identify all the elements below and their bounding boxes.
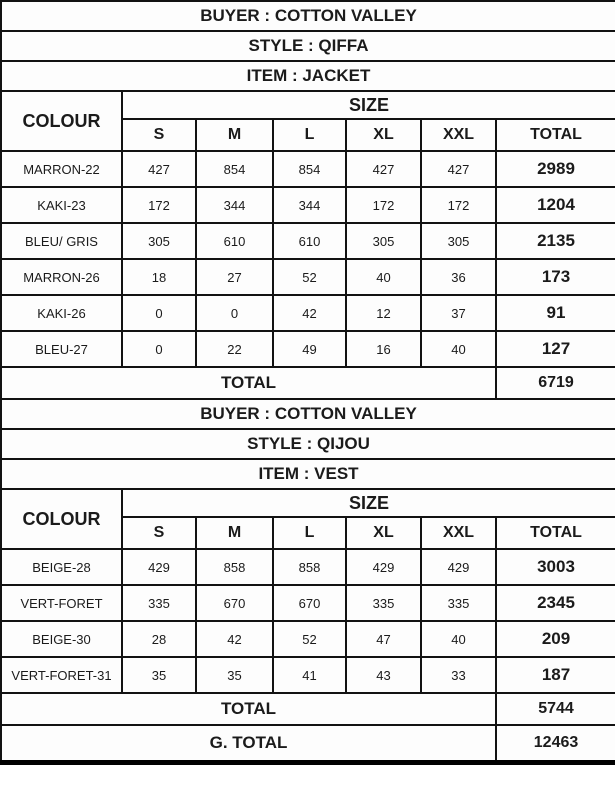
colour-cell: BEIGE-28 xyxy=(1,549,122,585)
colour-cell: BLEU-27 xyxy=(1,331,122,367)
qty-cell-xl: 43 xyxy=(346,657,421,693)
section-total-label: TOTAL xyxy=(1,367,496,399)
item-banner-row xyxy=(1,61,615,91)
qty-cell-xl: 16 xyxy=(346,331,421,367)
qty-cell-xxl: 33 xyxy=(421,657,496,693)
row-total-cell: 209 xyxy=(496,621,615,657)
qty-cell-l: 42 xyxy=(273,295,346,331)
total-col-header: TOTAL xyxy=(496,517,615,549)
colour-cell: MARRON-22 xyxy=(1,151,122,187)
qty-cell-xl: 12 xyxy=(346,295,421,331)
qty-cell-xl: 335 xyxy=(346,585,421,621)
qty-cell-s: 35 xyxy=(122,657,196,693)
qty-cell-l: 858 xyxy=(273,549,346,585)
qty-cell-xxl: 305 xyxy=(421,223,496,259)
qty-cell-l: 610 xyxy=(273,223,346,259)
qty-cell-m: 0 xyxy=(196,295,273,331)
style-banner-row xyxy=(1,429,615,459)
qty-cell-xxl: 427 xyxy=(421,151,496,187)
size-header-row xyxy=(1,489,615,517)
qty-cell-xl: 427 xyxy=(346,151,421,187)
size-col-header-l: L xyxy=(273,119,346,151)
row-total-cell: 173 xyxy=(496,259,615,295)
qty-cell-m: 854 xyxy=(196,151,273,187)
row-total-cell: 3003 xyxy=(496,549,615,585)
qty-cell-m: 610 xyxy=(196,223,273,259)
row-total-cell: 2345 xyxy=(496,585,615,621)
grand-total-value: 12463 xyxy=(496,725,615,763)
size-col-header-l: L xyxy=(273,517,346,549)
buyer-banner-row xyxy=(1,1,615,31)
qty-cell-l: 52 xyxy=(273,621,346,657)
qty-cell-l: 344 xyxy=(273,187,346,223)
qty-cell-s: 305 xyxy=(122,223,196,259)
colour-cell: KAKI-26 xyxy=(1,295,122,331)
item-banner-row xyxy=(1,459,615,489)
qty-cell-m: 42 xyxy=(196,621,273,657)
colour-cell: MARRON-26 xyxy=(1,259,122,295)
qty-cell-s: 335 xyxy=(122,585,196,621)
colour-header: COLOUR xyxy=(1,489,122,549)
table-row xyxy=(1,621,615,657)
colour-cell: BLEU/ GRIS xyxy=(1,223,122,259)
style-banner: STYLE : QIJOU xyxy=(1,429,615,459)
qty-cell-m: 670 xyxy=(196,585,273,621)
qty-cell-m: 858 xyxy=(196,549,273,585)
size-col-header-s: S xyxy=(122,517,196,549)
size-col-header-xxl: XXL xyxy=(421,517,496,549)
qty-cell-m: 35 xyxy=(196,657,273,693)
qty-cell-xl: 172 xyxy=(346,187,421,223)
qty-cell-l: 670 xyxy=(273,585,346,621)
size-col-header-s: S xyxy=(122,119,196,151)
size-col-header-xl: XL xyxy=(346,119,421,151)
section-total-value: 6719 xyxy=(496,367,615,399)
table-row xyxy=(1,259,615,295)
qty-cell-xxl: 335 xyxy=(421,585,496,621)
size-header: SIZE xyxy=(122,91,615,119)
row-total-cell: 2989 xyxy=(496,151,615,187)
qty-cell-l: 49 xyxy=(273,331,346,367)
qty-cell-xxl: 40 xyxy=(421,331,496,367)
colour-header: COLOUR xyxy=(1,91,122,151)
qty-cell-s: 18 xyxy=(122,259,196,295)
qty-cell-xxl: 172 xyxy=(421,187,496,223)
table-row xyxy=(1,151,615,187)
row-total-cell: 1204 xyxy=(496,187,615,223)
qty-cell-xl: 305 xyxy=(346,223,421,259)
qty-cell-xxl: 37 xyxy=(421,295,496,331)
style-banner-row xyxy=(1,31,615,61)
qty-cell-xxl: 429 xyxy=(421,549,496,585)
qty-cell-xxl: 40 xyxy=(421,621,496,657)
table-row xyxy=(1,657,615,693)
qty-cell-s: 429 xyxy=(122,549,196,585)
table-row xyxy=(1,549,615,585)
colour-cell: BEIGE-30 xyxy=(1,621,122,657)
row-total-cell: 2135 xyxy=(496,223,615,259)
row-total-cell: 187 xyxy=(496,657,615,693)
qty-cell-xl: 47 xyxy=(346,621,421,657)
qty-cell-s: 172 xyxy=(122,187,196,223)
grand-total-label: G. TOTAL xyxy=(1,725,496,763)
qty-cell-m: 22 xyxy=(196,331,273,367)
buyer-banner: BUYER : COTTON VALLEY xyxy=(1,399,615,429)
buyer-banner: BUYER : COTTON VALLEY xyxy=(1,1,615,31)
qty-cell-s: 427 xyxy=(122,151,196,187)
row-total-cell: 127 xyxy=(496,331,615,367)
size-col-header-m: M xyxy=(196,517,273,549)
item-banner: ITEM : VEST xyxy=(1,459,615,489)
table-row xyxy=(1,331,615,367)
item-banner: ITEM : JACKET xyxy=(1,61,615,91)
size-header: SIZE xyxy=(122,489,615,517)
table-row xyxy=(1,585,615,621)
style-banner: STYLE : QIFFA xyxy=(1,31,615,61)
table-row xyxy=(1,223,615,259)
section-total-row xyxy=(1,367,615,399)
qty-cell-l: 52 xyxy=(273,259,346,295)
section-total-row xyxy=(1,693,615,725)
qty-cell-l: 41 xyxy=(273,657,346,693)
table-row xyxy=(1,295,615,331)
qty-cell-l: 854 xyxy=(273,151,346,187)
qty-cell-s: 0 xyxy=(122,295,196,331)
qty-cell-xl: 429 xyxy=(346,549,421,585)
section-total-label: TOTAL xyxy=(1,693,496,725)
qty-cell-xxl: 36 xyxy=(421,259,496,295)
qty-cell-xl: 40 xyxy=(346,259,421,295)
row-total-cell: 91 xyxy=(496,295,615,331)
buyer-banner-row xyxy=(1,399,615,429)
size-col-header-m: M xyxy=(196,119,273,151)
colour-cell: KAKI-23 xyxy=(1,187,122,223)
size-header-row xyxy=(1,91,615,119)
qty-cell-s: 28 xyxy=(122,621,196,657)
qty-cell-s: 0 xyxy=(122,331,196,367)
qty-cell-m: 27 xyxy=(196,259,273,295)
grand-total-row xyxy=(1,725,615,763)
total-col-header: TOTAL xyxy=(496,119,615,151)
size-col-header-xl: XL xyxy=(346,517,421,549)
size-col-header-xxl: XXL xyxy=(421,119,496,151)
section-total-value: 5744 xyxy=(496,693,615,725)
colour-cell: VERT-FORET-31 xyxy=(1,657,122,693)
table-row xyxy=(1,187,615,223)
qty-cell-m: 344 xyxy=(196,187,273,223)
colour-cell: VERT-FORET xyxy=(1,585,122,621)
